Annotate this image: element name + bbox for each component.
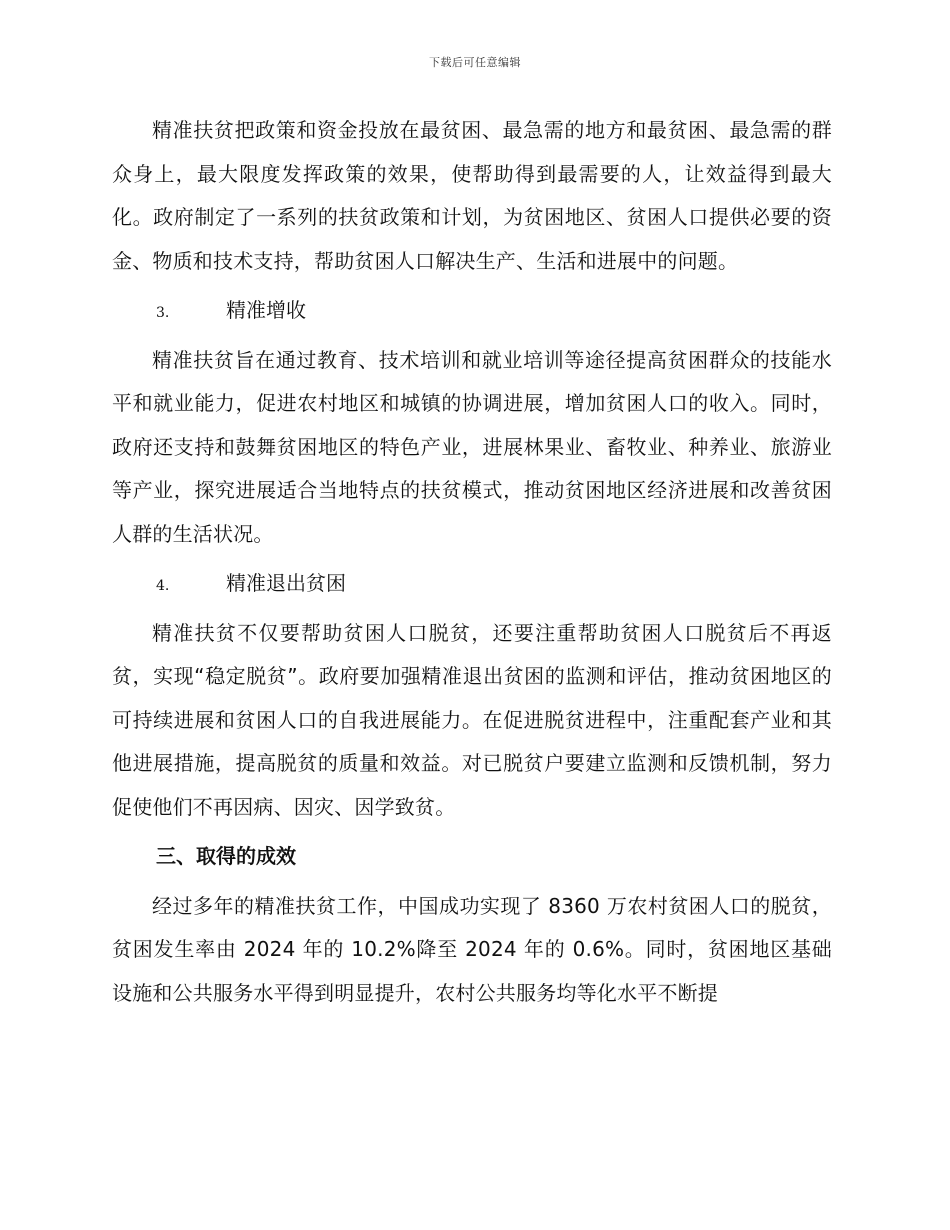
paragraph-poverty-exit: 精准扶贫不仅要帮助贫困人口脱贫，还要注重帮助贫困人口脱贫后不再返贫，实现“稳定脱贫”。政府要加强精准退出贫困的监测和评估，推动贫困地区的可持续进展和贫困人口的自我进展能力。在促进脱贫进程中，注重配套产业和其他进展措施，提高脱贫的质量和效益。对已脱贫户要建立监测和反馈机制，努力促使他们不再因病、因灾、因学致贫。 [112,620,832,819]
item-number-4: 4. [156,578,170,594]
item-title-3: 精准增收 [226,298,306,322]
document-body [112,109,832,1015]
paragraph-policy-targeting: 精准扶贫把政策和资金投放在最贫困、最急需的地方和最贫困、最急需的群众身上，最大限度发挥政策的效果，使帮助得到最需要的人，让效益得到最大化。政府制定了一系列的扶贫政策和计划，为贫困地区、贫困人口提供必要的资金、物质和技术支持，帮助贫困人口解决生产、生活和进展中的问题。 [112,118,832,273]
item-heading-4 [112,562,832,606]
item-heading-3 [112,289,832,333]
item-number-3: 3. [156,305,170,321]
page-header-note: 下载后可任意编辑 [429,56,521,69]
section-heading-achievements: 三、取得的成效 [156,844,296,868]
paragraph-achievements: 经过多年的精准扶贫工作，中国成功实现了 8360 万农村贫困人口的脱贫，贫困发生率由 2024 年的 10.2%降至 2024 年的 0.6%。同时，贫困地区基础设施和公共服务水平得到明显提升，农村公共服务均等化水平不断提 [112,893,832,1005]
paragraph-income-increase: 精准扶贫旨在通过教育、技术培训和就业培训等途径提高贫困群众的技能水平和就业能力，促进农村地区和城镇的协调进展，增加贫困人口的收入。同时，政府还支持和鼓舞贫困地区的特色产业，进展林果业、畜牧业、种养业、旅游业等产业，探究进展适合当地特点的扶贫模式，推动贫困地区经济进展和改善贫困人群的生活状况。 [112,347,832,546]
item-title-4: 精准退出贫困 [226,571,346,595]
